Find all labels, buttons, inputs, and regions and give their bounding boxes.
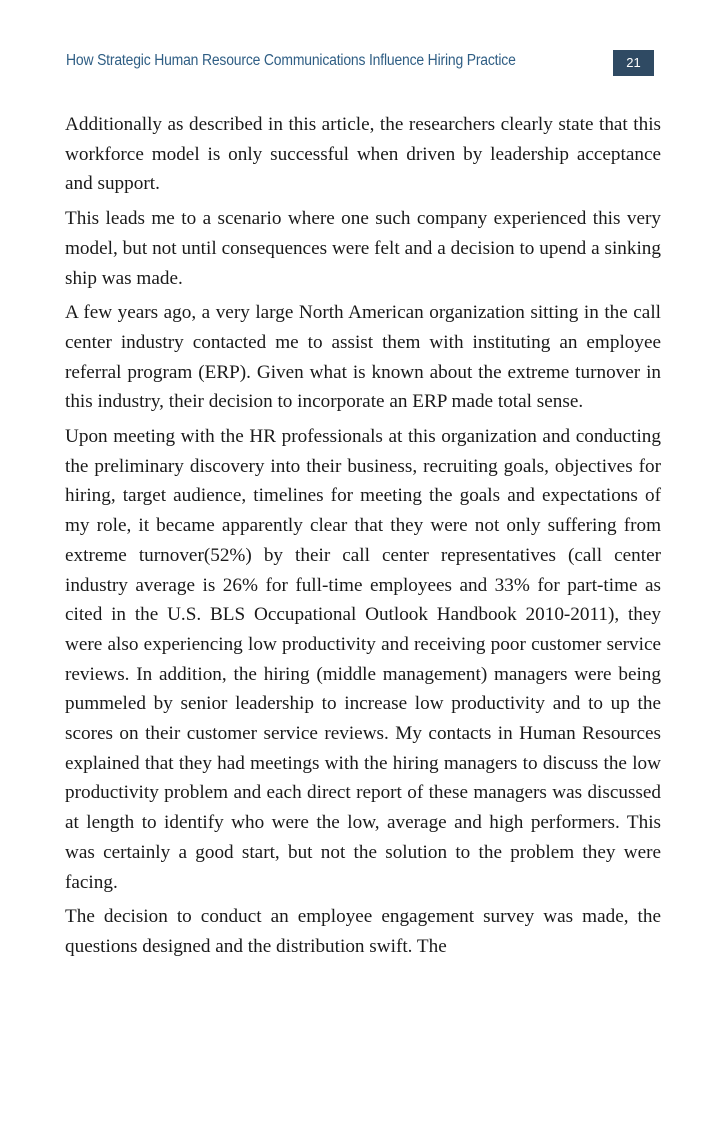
paragraph-5: The decision to conduct an employee engagement survey was made, the questions designed and the distribution swift. The [65, 906, 661, 957]
running-header [66, 50, 654, 76]
paragraph-2: This leads me to a scenario where one such company experienced this very model, but not until consequences were felt and a decision to upend a sinking ship was made. [65, 208, 661, 289]
header-title: How Strategic Human Resource Communications Influence Hiring Practice [66, 52, 516, 69]
page-number: 21 [626, 55, 641, 70]
page-number-badge [613, 50, 654, 76]
paragraph-3: A few years ago, a very large North American organization sitting in the call center industry contacted me to assist them with instituting an employee referral program (ERP). Given what is known about the extreme turnover in this industry, their decision to incorporate an ERP made total sense. [65, 302, 661, 413]
paragraph-1: Additionally as described in this article, the researchers clearly state that this workforce model is only successful when driven by leadership acceptance and support. [65, 114, 661, 195]
body-text [65, 110, 661, 967]
paragraph-4: Upon meeting with the HR professionals at this organization and conducting the preliminary discovery into their business, recruiting goals, objectives for hiring, target audience, timelines for meeting the goals and expectations of my role, it became apparently clear that they were not only suffering from extreme turnover(52%) by their call center representatives (call center industry average is 26% for full-time employees and 33% for part-time as cited in the U.S. BLS Occupational Outlook Handbook 2010-2011), they were also experiencing low productivity and receiving poor customer service reviews. In addition, the hiring (middle management) managers were being pummeled by senior leadership to increase low productivity and to up the scores on their customer service reviews. My contacts in Human Resources explained that they had meetings with the hiring managers to discuss the low productivity problem and each direct report of these managers was discussed at length to identify who were the low, average and high performers. This was certainly a good start, but not the solution to the problem they were facing. [65, 426, 661, 893]
